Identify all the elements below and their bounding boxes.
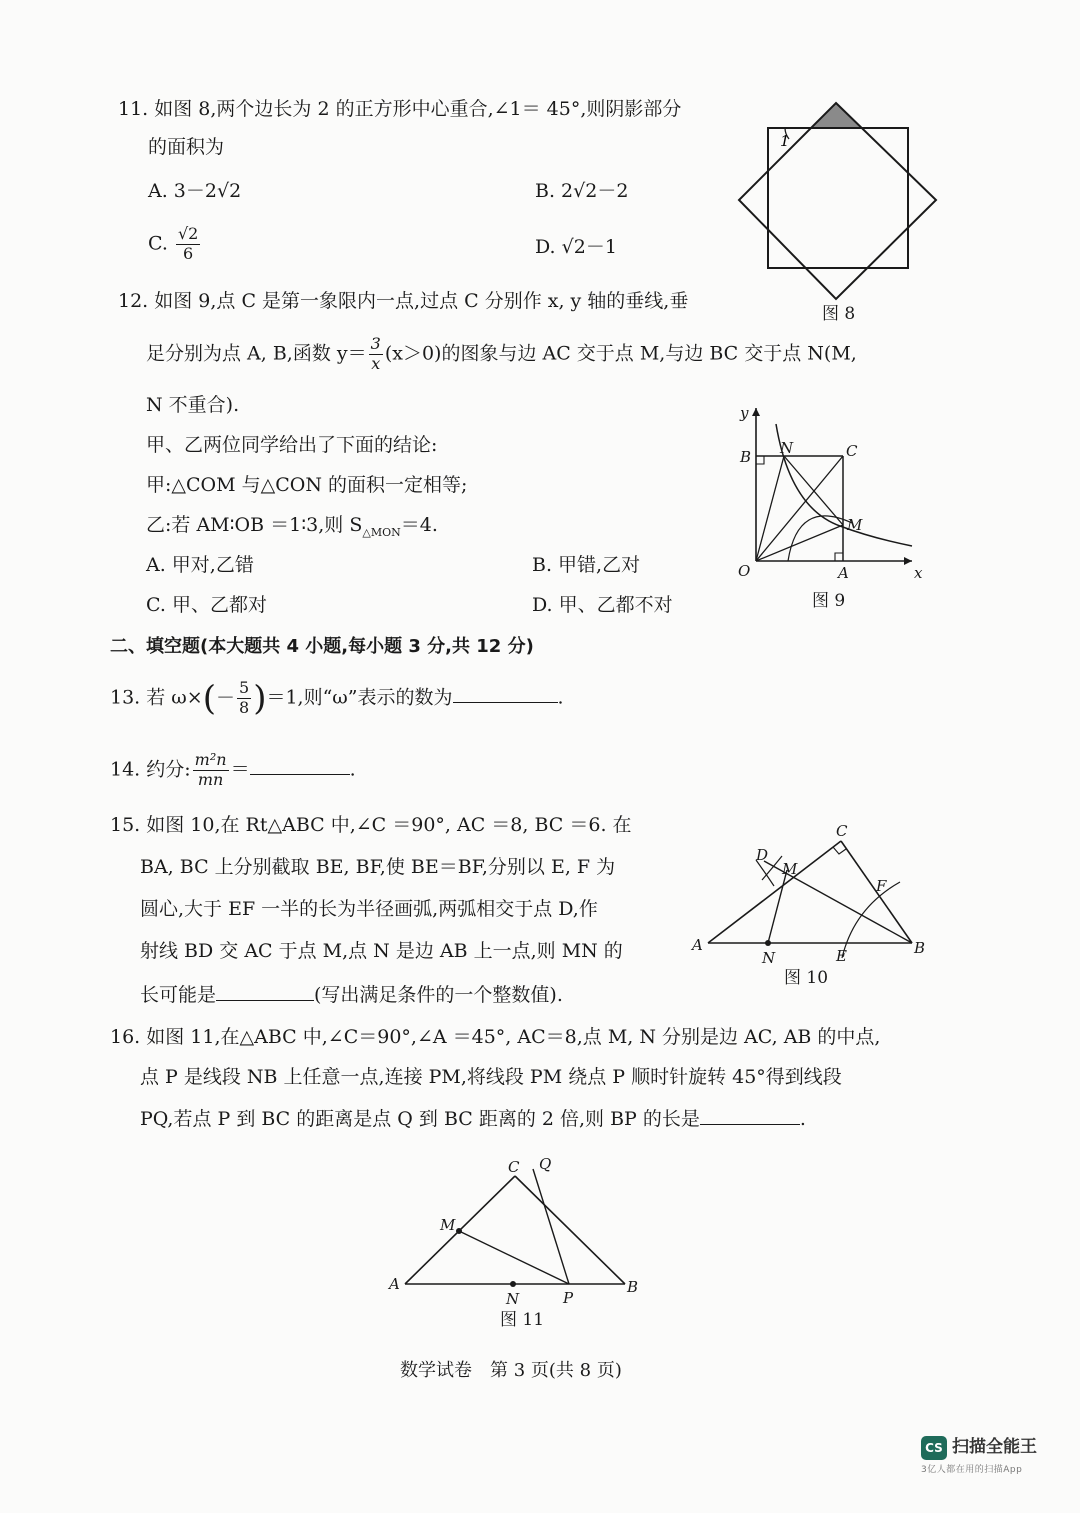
hyperbola-curve — [776, 424, 912, 546]
q11-option-c-prefix: C. — [148, 232, 168, 255]
q15-line2: BA, BC 上分别截取 BE, BF,使 BE＝BF,分别以 E, F 为 — [140, 856, 616, 878]
label-B: B — [627, 1278, 639, 1296]
label-C: C — [836, 822, 848, 840]
figure-10-caption: 图 10 — [784, 968, 829, 988]
point-N — [510, 1281, 516, 1287]
shaded-region — [811, 103, 861, 128]
label-Q: Q — [539, 1155, 552, 1173]
q16-line2: 点 P 是线段 NB 上任意一点,连接 PM,将线段 PM 绕点 P 顺时针旋转 45°得到线段 — [140, 1066, 842, 1088]
label-A: A — [838, 564, 849, 582]
q11-option-a: A. 3－2√2 — [148, 180, 242, 202]
q12-option-d: D. 甲、乙都不对 — [532, 594, 673, 616]
q11-option-c-fraction: $\frac{√2}{6}$ — [177, 224, 199, 263]
q14-answer-blank[interactable] — [250, 758, 350, 775]
q12-intro: 甲、乙两位同学给出了下面的结论: — [146, 434, 438, 456]
figure-9 — [732, 398, 932, 588]
q12-option-a: A. 甲对,乙错 — [146, 554, 254, 576]
x-axis-arrow — [904, 557, 912, 565]
label-x: x — [914, 564, 923, 582]
q12-statement-jia: 甲:△COM 与△CON 的面积一定相等; — [146, 474, 468, 496]
figure-11 — [385, 1150, 650, 1310]
label-N: N — [762, 949, 776, 967]
watermark-tagline: 3亿人都在用的扫描App — [921, 1465, 1023, 1475]
segment-PQ — [533, 1169, 569, 1284]
label-N: N — [506, 1290, 520, 1308]
q11-stem-line2: 的面积为 — [148, 136, 225, 158]
q15-line1: 15. 如图 10,在 Rt△ABC 中,∠C ＝90°, AC ＝8, BC ＝6. 在 — [110, 814, 632, 836]
q12-stem-line1: 12. 如图 9,点 C 是第一象限内一点,过点 C 分别作 x, y 轴的垂线,垂 — [118, 290, 689, 312]
segment-MP — [459, 1231, 569, 1284]
q15-line4: 射线 BD 交 AC 于点 M,点 N 是边 AB 上一点,则 MN 的 — [140, 940, 623, 962]
q15-line3: 圆心,大于 EF 一半的长为半径画弧,两弧相交于点 D,作 — [140, 898, 598, 920]
side-CB — [515, 1176, 625, 1284]
figure-8 — [725, 92, 950, 302]
label-A: A — [389, 1275, 400, 1293]
q12-option-c: C. 甲、乙都对 — [146, 594, 267, 616]
label-y: y — [740, 404, 749, 422]
point-N — [765, 940, 771, 946]
figure-8-caption: 图 8 — [822, 304, 856, 324]
right-angle-C — [833, 847, 846, 854]
q15-answer-blank[interactable] — [216, 984, 314, 1001]
watermark-app-name: 扫描全能王 — [952, 1437, 1037, 1457]
q16-line3: PQ,若点 P 到 BC 的距离是点 Q 到 BC 距离的 2 倍,则 BP 的长是 . — [140, 1108, 806, 1130]
figure-10 — [690, 818, 935, 973]
right-angle-B — [756, 456, 764, 464]
label-F: F — [876, 877, 887, 895]
q12-fraction: $\frac{3}{x}$ — [370, 334, 381, 373]
q11-option-d: D. √2－1 — [535, 236, 617, 258]
q12-option-b: B. 甲错,乙对 — [532, 554, 641, 576]
q13-fraction: $\frac{5}{8}$ — [239, 678, 250, 717]
label-M: M — [847, 516, 863, 534]
label-A: A — [692, 936, 703, 954]
figure-11-caption: 图 11 — [500, 1310, 545, 1330]
q12-stem-line3: N 不重合). — [146, 394, 240, 416]
segment-OC — [756, 456, 843, 561]
q12-statement-yi: 乙:若 AM∶OB ＝1∶3,则 $S_{\triangle MON}=4$. — [146, 514, 438, 539]
right-angle-A — [835, 553, 843, 561]
camscanner-logo-icon: CS — [921, 1436, 947, 1460]
page-footer: 数学试卷 第 3 页(共 8 页) — [400, 1360, 622, 1381]
label-E: E — [836, 947, 847, 965]
label-M: M — [440, 1216, 456, 1234]
label-C: C — [846, 442, 858, 460]
q14-line: 14. 约分: $\frac{\text{m²n}}{mn}$ ＝ . — [110, 750, 356, 789]
label-B: B — [740, 448, 752, 466]
q11-stem-line1: 11. 如图 8,两个边长为 2 的正方形中心重合,∠1＝ 45°,则阴影部分 — [118, 98, 682, 120]
q15-line5: 长可能是 (写出满足条件的一个整数值). — [140, 984, 563, 1006]
q13-line: 13. 若 ω×(－ $\frac{5}{8}$ )＝1,则“ω”表示的数为 . — [110, 678, 564, 719]
label-P: P — [563, 1289, 574, 1307]
q16-line1: 16. 如图 11,在△ABC 中,∠C＝90°,∠A ＝45°, AC＝8,点 M, N 分别是边 AC, AB 的中点, — [110, 1026, 881, 1048]
q16-answer-blank[interactable] — [700, 1108, 800, 1125]
q14-fraction: $\frac{\text{m²n}}{mn}$ — [194, 750, 227, 789]
q13-answer-blank[interactable] — [453, 686, 558, 703]
y-axis-arrow — [752, 408, 760, 416]
segment-OM — [756, 525, 843, 561]
label-N: N — [780, 439, 794, 457]
section-2-heading: 二、填空题(本大题共 4 小题,每小题 3 分,共 12 分) — [110, 636, 534, 657]
q12-stem-line2: 足分别为点 A, B,函数 y＝ $\frac{3}{x}$ (x＞0)的图象与边 AC 交于点 M,与边 BC 交于点 N(M, — [146, 334, 857, 373]
segment-ON — [756, 456, 784, 561]
angle-1-label: 1 — [780, 132, 790, 150]
label-O: O — [738, 562, 751, 580]
point-M — [456, 1228, 462, 1234]
label-B: B — [914, 939, 926, 957]
figure-9-caption: 图 9 — [812, 591, 846, 611]
label-M: M — [782, 860, 798, 878]
label-C: C — [508, 1158, 520, 1176]
q11-option-c — [148, 226, 202, 263]
q11-option-b: B. 2√2－2 — [535, 180, 629, 202]
label-D: D — [756, 846, 769, 864]
